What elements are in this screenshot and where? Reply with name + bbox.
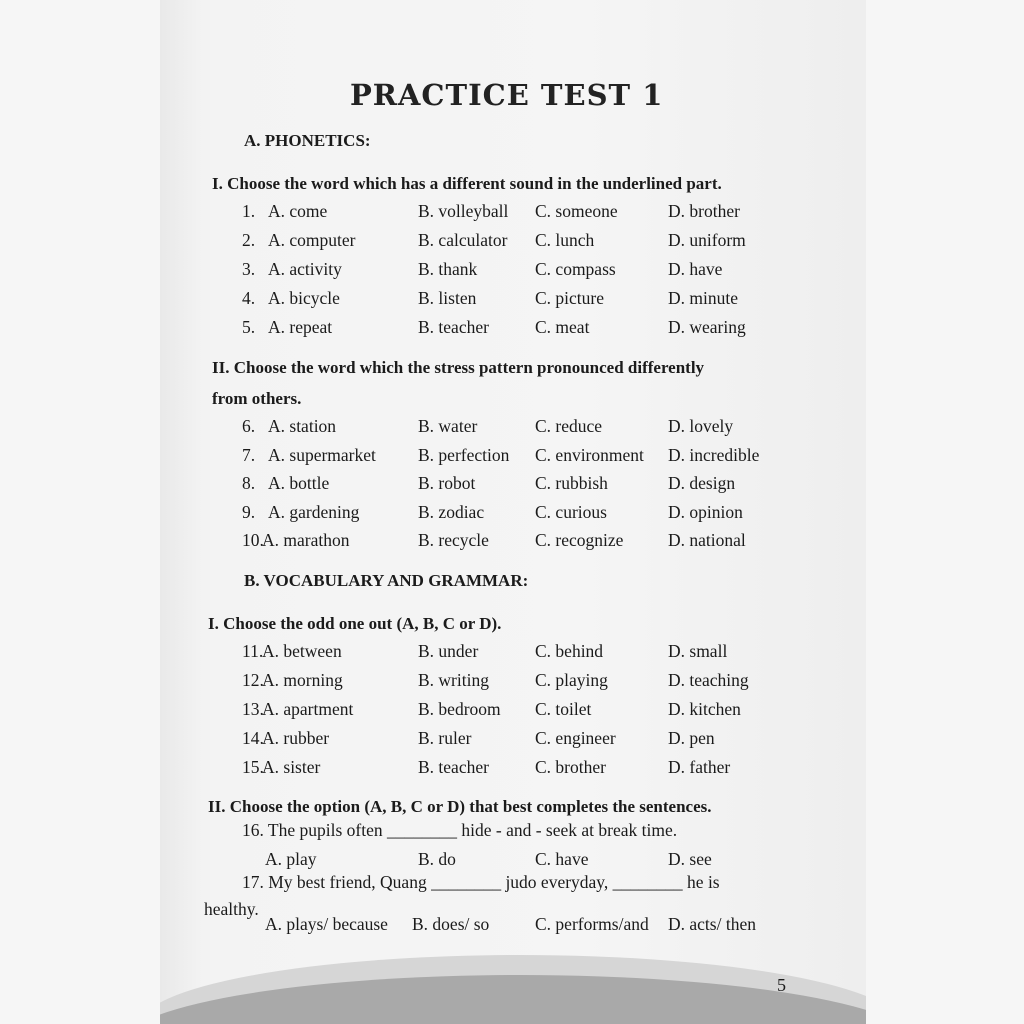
right-margin — [866, 0, 1024, 1024]
option-a: A. apartment — [262, 699, 354, 719]
option-d: D. pen — [668, 728, 715, 748]
option-a: A. morning — [262, 670, 343, 690]
option-d: D. minute — [668, 288, 738, 308]
option-b: B. zodiac — [418, 501, 485, 522]
question-number: 9. — [242, 501, 256, 522]
question-row — [160, 230, 866, 254]
question-number: 6. — [242, 416, 256, 436]
option-a: A. rubber — [262, 728, 330, 748]
document-page — [160, 0, 866, 1024]
option-d: D. teaching — [668, 670, 749, 690]
question-row — [160, 473, 866, 497]
option-a: A. between — [262, 641, 342, 661]
question-row — [160, 416, 866, 440]
question-row — [160, 445, 866, 469]
option-c: C. environment — [535, 444, 644, 465]
option-b: B. volleyball — [418, 201, 509, 221]
option-b: B. under — [418, 641, 479, 661]
option-b: B. thank — [418, 259, 478, 279]
question-number: 5. — [242, 317, 256, 337]
question-17-stem: 17. My best friend, Quang ________ judo everyday, ________ he is — [242, 872, 720, 892]
option-c: C. playing — [535, 670, 608, 690]
question-row — [160, 699, 866, 723]
question-16-stem: 16. The pupils often ________ hide - and - seek at break time. — [242, 820, 678, 840]
question-number: 4. — [242, 288, 256, 308]
option-b: B. ruler — [418, 728, 472, 748]
option-a: A. activity — [268, 259, 342, 279]
question-number: 14. — [242, 728, 264, 748]
option-c: C. performs/and — [535, 914, 649, 934]
option-c: C. behind — [535, 641, 604, 661]
page-number: 5 — [777, 975, 786, 995]
section-b-heading: B. VOCABULARY AND GRAMMAR: — [244, 571, 529, 590]
option-b: B. does/ so — [412, 914, 490, 934]
question-number: 15. — [242, 757, 264, 777]
option-d: D. opinion — [668, 501, 743, 522]
question-row — [160, 670, 866, 694]
question-number: 10. — [242, 530, 264, 550]
option-c: C. compass — [535, 259, 616, 279]
question-row — [160, 259, 866, 283]
option-d: D. uniform — [668, 230, 746, 250]
option-d: D. have — [668, 259, 723, 279]
option-b: B. robot — [418, 473, 476, 493]
option-c: C. rubbish — [535, 473, 608, 493]
question-row — [160, 201, 866, 225]
option-d: D. acts/ then — [668, 914, 756, 934]
section-a-heading: A. PHONETICS: — [244, 131, 371, 150]
option-a: A. plays/ because — [265, 914, 388, 934]
option-b: B. water — [418, 416, 478, 436]
question-number: 12. — [242, 670, 264, 690]
part2-instruction-line1: II. Choose the word which the stress pattern pronounced differently — [212, 358, 705, 377]
question-row — [160, 530, 866, 554]
option-b: B. recycle — [418, 530, 489, 550]
question-number: 8. — [242, 473, 256, 493]
option-a: A. play — [265, 849, 317, 869]
option-b: B. writing — [418, 670, 489, 690]
question-row — [160, 728, 866, 752]
question-number: 7. — [242, 444, 256, 465]
vocab-part1-instruction: I. Choose the odd one out (A, B, C or D). — [208, 614, 502, 633]
option-b: B. listen — [418, 288, 477, 308]
option-d: D. incredible — [668, 444, 760, 465]
option-a: A. marathon — [262, 530, 350, 550]
option-d: D. design — [668, 473, 736, 493]
option-d: D. see — [668, 849, 712, 869]
option-b: B. teacher — [418, 757, 489, 777]
question-17-stem-continued: healthy. — [204, 899, 259, 919]
question-number: 2. — [242, 230, 256, 250]
question-row — [160, 757, 866, 781]
left-margin — [0, 0, 160, 1024]
option-c: C. brother — [535, 757, 606, 777]
option-d: D. lovely — [668, 416, 734, 436]
option-a: A. sister — [262, 757, 321, 777]
option-d: D. father — [668, 757, 731, 777]
question-number: 11. — [242, 641, 264, 661]
question-number: 3. — [242, 259, 256, 279]
option-b: B. perfection — [418, 444, 510, 465]
question-row — [160, 502, 866, 526]
vocab-part2-instruction: II. Choose the option (A, B, C or D) that best completes the sentences. — [208, 797, 712, 816]
option-c: C. meat — [535, 317, 590, 337]
option-c: C. toilet — [535, 699, 592, 719]
part1-instruction: I. Choose the word which has a different sound in the underlined part. — [212, 174, 722, 193]
option-a: A. repeat — [268, 317, 333, 337]
option-d: D. national — [668, 530, 746, 550]
question-row — [160, 288, 866, 312]
option-a: A. computer — [268, 230, 356, 250]
page-title: PRACTICE TEST 1 — [350, 78, 664, 112]
option-d: D. brother — [668, 201, 740, 221]
question-row — [160, 641, 866, 665]
option-c: C. reduce — [535, 416, 603, 436]
option-b: B. do — [418, 849, 456, 869]
option-c: C. picture — [535, 288, 605, 308]
option-b: B. bedroom — [418, 699, 501, 719]
question-number: 13. — [242, 699, 264, 719]
part2-instruction-line2: from others. — [212, 389, 302, 408]
option-c: C. have — [535, 849, 589, 869]
option-a: A. gardening — [268, 501, 360, 522]
question-row — [160, 317, 866, 341]
option-a: A. bicycle — [268, 288, 340, 308]
option-a: A. supermarket — [268, 444, 376, 465]
option-d: D. kitchen — [668, 699, 741, 719]
option-a: A. bottle — [268, 473, 330, 493]
option-a: A. come — [268, 201, 328, 221]
option-a: A. station — [268, 416, 337, 436]
option-c: C. engineer — [535, 728, 616, 748]
option-b: B. teacher — [418, 317, 489, 337]
option-b: B. calculator — [418, 230, 508, 250]
option-c: C. curious — [535, 501, 607, 522]
question-number: 1. — [242, 201, 256, 221]
option-c: C. recognize — [535, 530, 624, 550]
option-c: C. lunch — [535, 230, 595, 250]
question-16-options — [160, 849, 866, 873]
option-c: C. someone — [535, 201, 618, 221]
option-d: D. wearing — [668, 317, 746, 337]
option-d: D. small — [668, 641, 728, 661]
question-17-options — [160, 914, 866, 938]
